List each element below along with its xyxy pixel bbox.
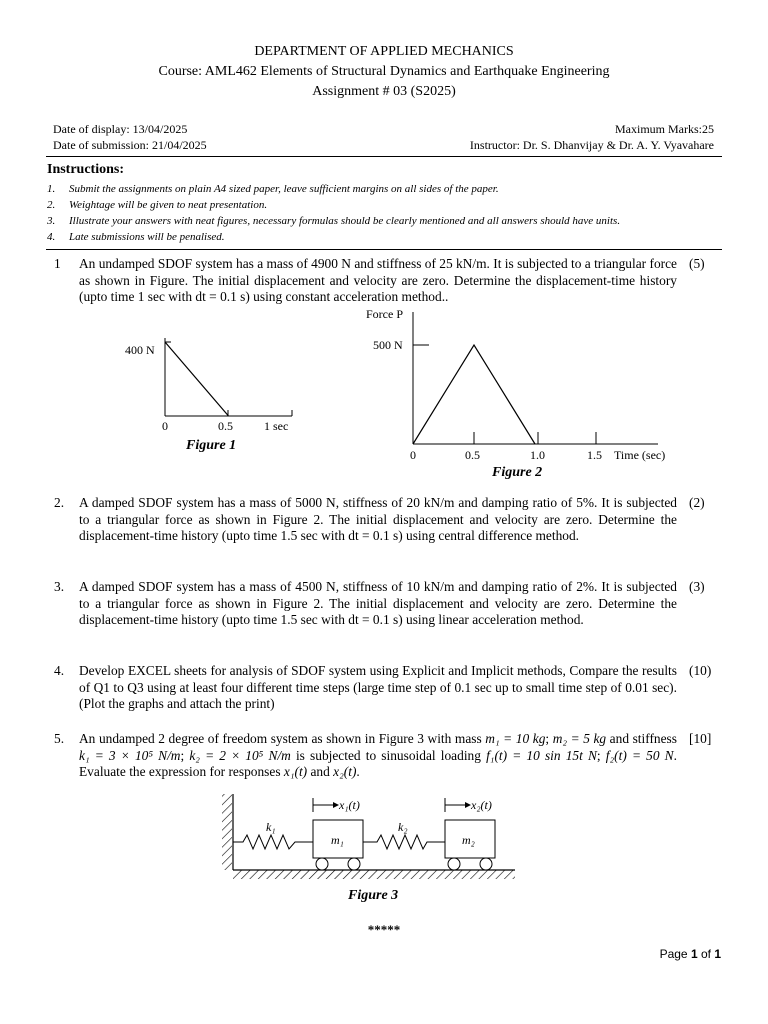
m1-label: m₁	[331, 833, 344, 847]
k1-label: k₁	[266, 820, 276, 834]
instruction-number: 2.	[47, 199, 56, 211]
end-mark: *****	[367, 922, 401, 937]
question-1-marks: (5)	[689, 256, 705, 271]
question-3-marks: (3)	[689, 579, 705, 594]
figure-1-tick-label: 1 sec	[264, 419, 289, 433]
total-pages: 1	[714, 947, 721, 961]
figure-1-force-line	[165, 342, 229, 416]
instructions-title: Instructions:	[47, 162, 125, 177]
instruction-text: Submit the assignments on plain A4 sized paper, leave sufficient margins on all sides of the paper.	[69, 183, 499, 195]
figure-1-peak-label: 400 N	[125, 343, 155, 357]
question-1-text: An undamped SDOF system has a mass of 4900 N and stiffness of 25 kN/m. It is subjected to a triangular force as shown in Figure. The initial displacement and velocity are zero. Determine the displacement-time history (upto time 1 sec with dt = 0.1 s) using constant acceleration method..	[79, 256, 677, 304]
date-of-submission: Date of submission: 21/04/2025	[53, 138, 207, 152]
instructor: Instructor: Dr. S. Dhanvijay & Dr. A. Y. Vyavahare	[469, 138, 714, 152]
instruction-text: Weightage will be given to neat presentation.	[69, 199, 268, 211]
question-2-marks: (2)	[689, 495, 705, 510]
question-4-number: 4.	[54, 663, 65, 678]
spring-2	[363, 835, 445, 849]
date-of-display: Date of display: 13/04/2025	[53, 122, 188, 136]
question-5-text-part: is subjected to sinusoidal loading	[290, 747, 487, 763]
spring-1	[233, 835, 313, 849]
figure-2-x-label: Time (sec)	[614, 448, 666, 462]
page-number	[660, 947, 721, 961]
question-3-number: 3.	[54, 579, 65, 594]
mass-1-value: m₁ = 10 kg	[485, 731, 546, 746]
question-4-marks: (10)	[689, 663, 712, 678]
assignment-title: Assignment # 03 (S2025)	[312, 84, 456, 99]
figure-3-caption: Figure 3	[348, 888, 399, 903]
stiffness-2-value: k₂ = 2 × 10⁵ N/m	[189, 747, 291, 763]
m2-label: m₂	[462, 833, 475, 847]
question-3-text: A damped SDOF system has a mass of 4500 N, stiffness of 10 kN/m and damping ratio of 2%. It is subjected to a triangular force as shown in Figure 2. The initial displacement and velocity are zero. Determine the displacement-time history (upto time 1.5 sec with dt = 0.1 s) using linear acceleration method.	[79, 579, 677, 627]
instruction-number: 3.	[47, 215, 56, 227]
figure-1-tick-label: 0	[162, 419, 168, 433]
floor-hatching	[233, 870, 515, 879]
mass-2-wheel	[448, 858, 460, 870]
mass-2-value: m₂ = 5 kg	[552, 731, 607, 746]
question-2-text: A damped SDOF system has a mass of 5000 N, stiffness of 20 kN/m and damping ratio of 5%. It is subjected to a triangular force as shown in Figure 2. The initial displacement and velocity are zero. Determine the displacement-time history (upto time 1.5 sec with dt = 0.1 s) using central difference method.	[79, 495, 677, 543]
mass-1-wheel	[316, 858, 328, 870]
instruction-item	[47, 181, 727, 197]
wall-hatching	[222, 794, 232, 870]
instruction-item	[47, 229, 727, 245]
response-2-symbol: x₂(t)	[333, 764, 357, 779]
instruction-item	[47, 197, 727, 213]
question-5-marks: [10]	[689, 731, 712, 746]
figure-2-chart	[360, 306, 680, 466]
k2-label: k₂	[398, 820, 408, 834]
question-5-text-part: An undamped 2 degree of freedom system as shown in Figure 3 with mass	[79, 731, 486, 746]
response-1-symbol: x₁(t)	[283, 764, 308, 779]
x2-label: x₂(t)	[471, 798, 492, 812]
maximum-marks: Maximum Marks:25	[615, 122, 714, 136]
instructions-divider	[46, 249, 722, 250]
figure-2-caption: Figure 2	[492, 465, 543, 480]
x1-label: x₁(t)	[339, 798, 360, 812]
question-5-text-part: . Evaluate the expression for responses	[79, 747, 677, 779]
question-5-text-part: .	[356, 764, 360, 779]
question-5-text-part: and	[307, 764, 334, 779]
instruction-text: Illustrate your answers with neat figures, necessary formulas should be clearly mentioned and all answers should have units.	[69, 215, 621, 227]
instruction-item	[47, 213, 727, 229]
instruction-text: Late submissions will be penalised.	[69, 231, 225, 243]
stiffness-1-value: k₁ = 3 × 10⁵ N/m	[79, 747, 181, 763]
figure-2-force-line	[413, 345, 535, 444]
figure-2-y-label: Force P	[366, 307, 403, 321]
question-5-number: 5.	[54, 731, 65, 746]
question-5-text-part: and stiffness	[606, 731, 677, 746]
question-5-text: An undamped 2 degree of freedom system as shown in Figure 3 with mass m₁ = 10 kg; m₂ = 5 kg and stiffness k₁ = 3 × 10⁵ N/m; k₂ = 2 × 10⁵ N/m is subjected to sinusoidal loading f₁(t) = 10 sin 15t N; f₂(t) = 50 N. Evaluate the expression for responses x₁(t) and x₂(t).	[79, 731, 677, 779]
figure-1-tick-label: 0.5	[218, 419, 233, 433]
force-2-expression: f₂(t) = 50 N	[605, 747, 674, 763]
instruction-number: 1.	[47, 183, 56, 195]
figure-2-tick-label: 1.5	[587, 448, 602, 462]
force-1-expression: f₁(t) = 10 sin 15t N	[486, 747, 597, 763]
figure-2-peak-label: 500 N	[373, 338, 403, 352]
figure-2-tick-label: 1.0	[530, 448, 545, 462]
figure-1-caption: Figure 1	[186, 438, 237, 453]
course-title: Course: AML462 Elements of Structural Dynamics and Earthquake Engineering	[158, 64, 610, 79]
question-1-number: 1	[54, 256, 61, 271]
instructions-list	[47, 181, 727, 245]
current-page: 1	[690, 947, 698, 961]
mass-1-wheel	[348, 858, 360, 870]
mass-2-wheel	[480, 858, 492, 870]
header-divider	[46, 156, 722, 157]
figure-2-tick-label: 0.5	[465, 448, 480, 462]
figure-3-diagram	[215, 786, 535, 886]
department-title: DEPARTMENT OF APPLIED MECHANICS	[254, 44, 514, 59]
question-4-text: Develop EXCEL sheets for analysis of SDOF system using Explicit and Implicit methods, Compare the results of Q1 to Q3 using at least four different time steps (large time step of 0.1 sec up to small time step of 0.01 sec). (Plot the graphs and attach the print)	[79, 663, 677, 711]
instruction-number: 4.	[47, 231, 56, 243]
page-word: Page	[659, 947, 691, 961]
figure-2-tick-label: 0	[410, 448, 416, 462]
of-word: of	[697, 947, 715, 961]
question-2-number: 2.	[54, 495, 65, 510]
